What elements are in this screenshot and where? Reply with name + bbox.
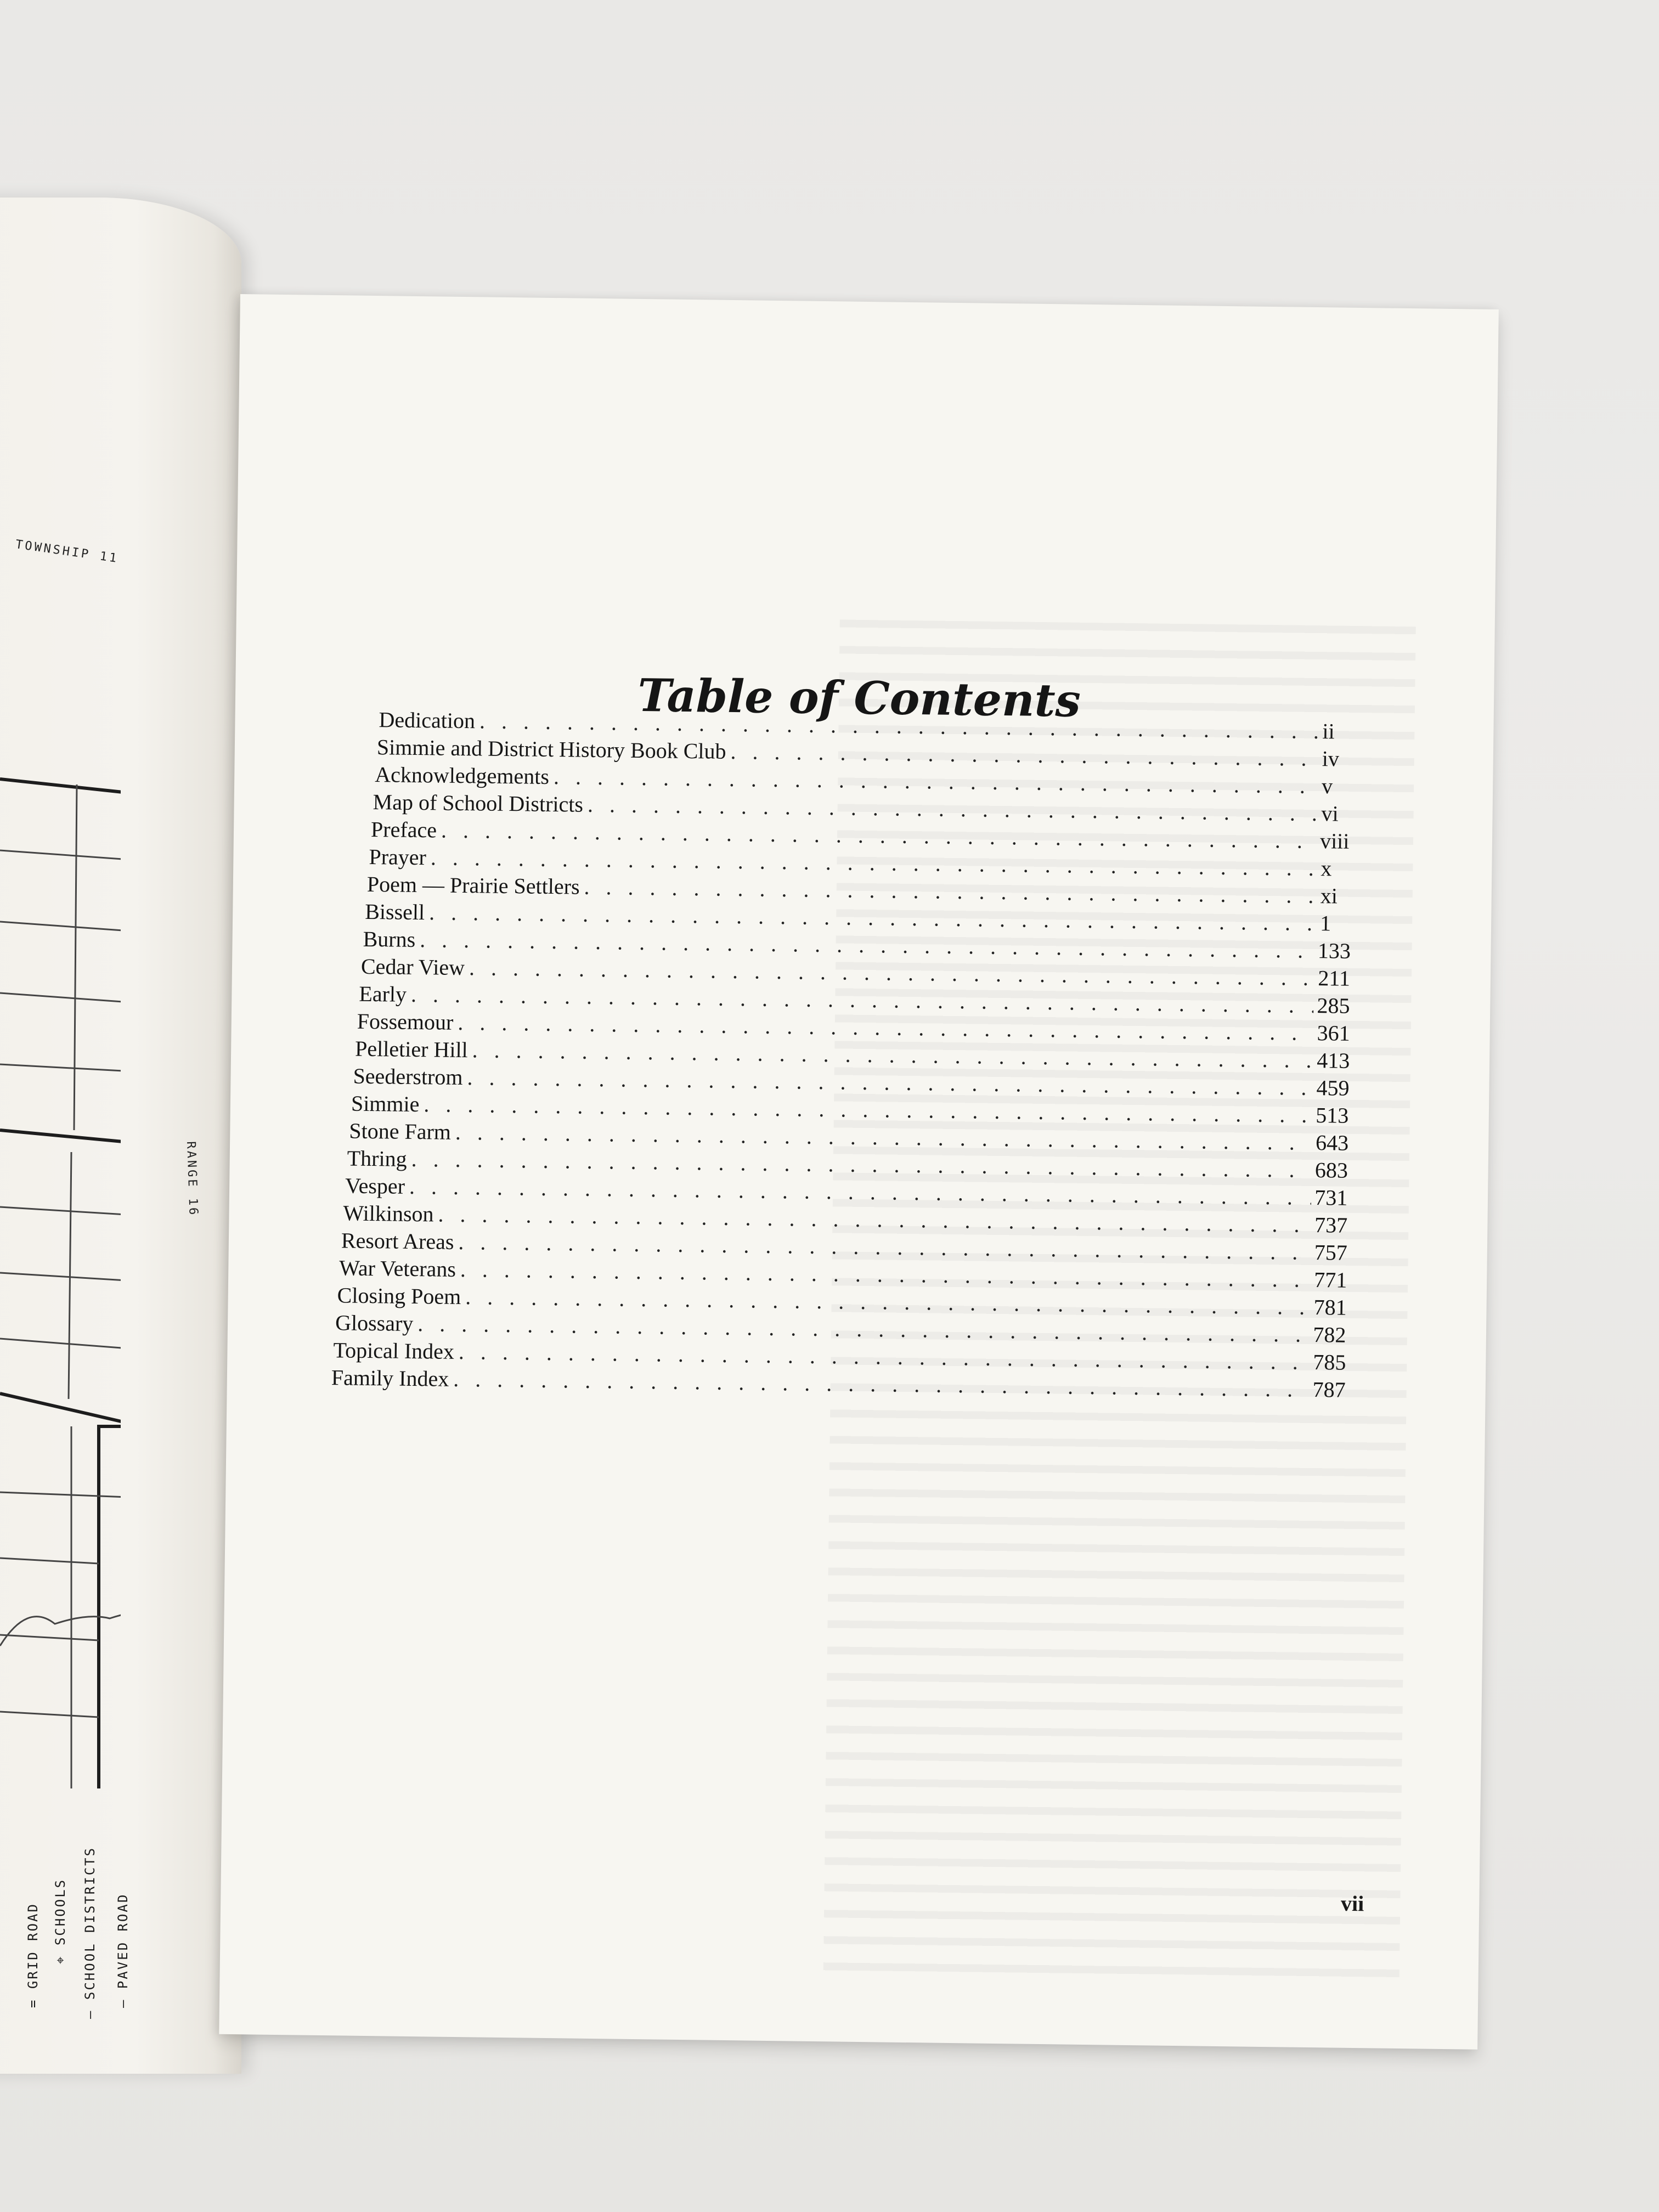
toc-entry-page: iv — [1322, 746, 1340, 771]
toc-entry-page: 513 — [1316, 1103, 1349, 1128]
left-page — [0, 198, 241, 2074]
toc-entry-page: 737 — [1314, 1212, 1348, 1238]
toc-entry-page: 731 — [1314, 1185, 1348, 1210]
toc-entry-page: 133 — [1317, 938, 1351, 963]
toc-entry-page: 211 — [1318, 966, 1351, 991]
toc-entry-label: Closing Poem — [337, 1283, 461, 1310]
toc-entry-page: 785 — [1313, 1350, 1346, 1375]
toc-entry-label: Topical Index — [333, 1338, 455, 1364]
range-label: RANGE 16 — [184, 1141, 200, 1217]
page-number: vii — [1340, 1891, 1364, 1916]
toc-entry-label: Stone Farm — [349, 1118, 452, 1144]
toc-entry-label: Pelletier Hill — [354, 1036, 468, 1063]
toc-entry-page: 781 — [1313, 1295, 1347, 1320]
toc-entry-page: v — [1321, 774, 1333, 799]
toc-entry-label: Resort Areas — [341, 1228, 454, 1254]
toc-entry-page: 782 — [1313, 1322, 1346, 1347]
toc-entry-page: 361 — [1317, 1020, 1350, 1046]
toc-entry-page: 771 — [1313, 1267, 1347, 1293]
right-page — [219, 294, 1499, 2050]
toc-entry-page: 757 — [1314, 1240, 1348, 1265]
toc-entry-label: Dedication — [379, 707, 476, 733]
toc-entry-label: Simmie and District History Book Club — [376, 735, 726, 764]
toc-entry-label: Family Index — [331, 1365, 449, 1391]
toc-entry-label: Bissell — [364, 899, 425, 925]
toc-entry-label: Seederstrom — [353, 1063, 463, 1090]
toc-entry-page: 413 — [1316, 1048, 1350, 1073]
toc-entry-label: Early — [359, 981, 407, 1007]
toc-entry-label: Thring — [347, 1146, 407, 1171]
page-title: Table of Contents — [637, 669, 1081, 727]
legend-grid-road: = GRID ROAD — [25, 1903, 41, 2008]
toc-entry-label: Glossary — [335, 1310, 414, 1336]
toc-entry-page: x — [1321, 856, 1332, 881]
toc-entry-label: Cedar View — [360, 953, 465, 980]
toc-entry-label: Burns — [363, 926, 416, 952]
toc-entry-page: ii — [1322, 719, 1335, 744]
toc-list — [331, 706, 1351, 1403]
toc-entry-label: Vesper — [345, 1173, 405, 1199]
township-label: TOWNSHIP 11 — [14, 538, 120, 566]
legend-paved-road: — PAVED ROAD — [115, 1893, 131, 2008]
legend-school-districts: — SCHOOL DISTRICTS — [82, 1846, 98, 2019]
school-district-map — [0, 713, 121, 1788]
toc-entry-label: Fossemour — [357, 1008, 454, 1035]
legend-schools: ⌖ SCHOOLS — [53, 1878, 68, 1964]
toc-entry-label: Wilkinson — [343, 1200, 434, 1227]
toc-entry-page: viii — [1319, 828, 1350, 854]
toc-entry-label: War Veterans — [339, 1255, 456, 1282]
toc-entry-page: 459 — [1316, 1075, 1350, 1101]
toc-entry-page: 1 — [1319, 911, 1331, 936]
toc-entry-label: Poem — Prairie Settlers — [366, 871, 580, 899]
toc-entry-page: xi — [1320, 883, 1338, 909]
toc-entry-label: Map of School Districts — [373, 789, 584, 817]
toc-entry-page: 643 — [1315, 1130, 1349, 1155]
toc-entry-label: Simmie — [351, 1091, 420, 1117]
toc-entry-page: 285 — [1317, 993, 1350, 1018]
toc-entry-label: Preface — [370, 816, 437, 843]
toc-entry-label: Acknowledgements — [375, 762, 550, 789]
toc-entry-label: Prayer — [369, 844, 427, 870]
toc-entry-page: 683 — [1314, 1158, 1348, 1183]
toc-entry-page: 787 — [1312, 1377, 1346, 1402]
toc-entry-page: vi — [1321, 801, 1339, 826]
